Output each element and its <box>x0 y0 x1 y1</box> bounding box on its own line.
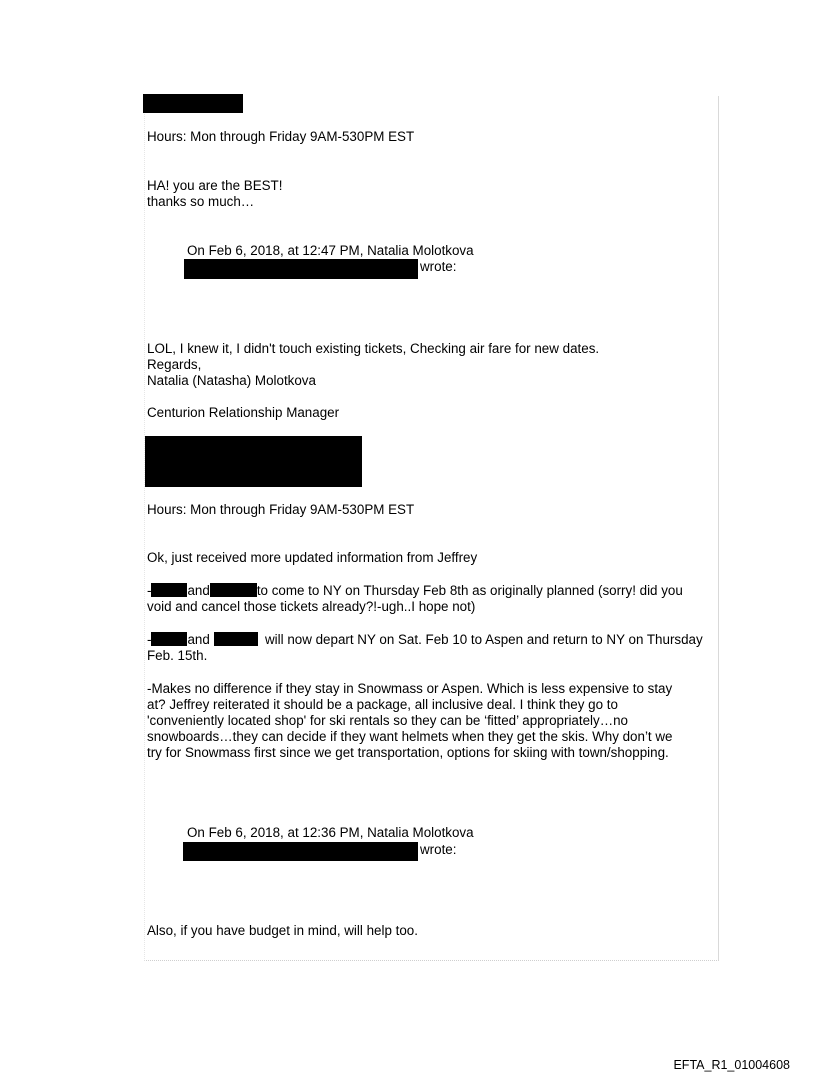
document-id: EFTA_R1_01004608 <box>673 1058 790 1072</box>
signature-name: Natalia (Natasha) Molotkova <box>147 373 316 388</box>
bullet-line <box>147 583 683 599</box>
reply-line: HA! you are the BEST! <box>147 178 283 193</box>
redaction-block <box>151 583 187 597</box>
signature-title: Centurion Relationship Manager <box>147 405 340 420</box>
paragraph-line: try for Snowmass first since we get transportation, options for skiing with town/shopping. <box>147 745 669 760</box>
bullet-line <box>147 632 703 648</box>
reply-line: thanks so much… <box>147 194 255 209</box>
hours-text: Hours: Mon through Friday 9AM-530PM EST <box>147 129 415 144</box>
paragraph-line: 'conveniently located shop' for ski rentals so they can be ‘fitted’ appropriately…no <box>147 713 628 728</box>
bullet-line: Feb. 15th. <box>147 648 208 663</box>
quote-header: On Feb 6, 2018, at 12:36 PM, Natalia Molotkova <box>187 825 474 840</box>
bullet-line: void and cancel those tickets already?!-ugh..I hope not) <box>147 599 476 614</box>
paragraph-line: -Makes no difference if they stay in Snowmass or Aspen. Which is less expensive to stay <box>147 681 673 696</box>
bullet-and: and <box>187 632 210 647</box>
redaction-block <box>183 842 418 861</box>
redaction-block <box>210 583 257 597</box>
quote-header: On Feb 6, 2018, at 12:47 PM, Natalia Molotkova <box>187 243 474 258</box>
paragraph-line: snowboards…they can decide if they want helmets when they get the skis. Why don’t we <box>147 729 673 744</box>
quote-wrote: wrote: <box>420 842 457 857</box>
bullet-text: to come to NY on Thursday Feb 8th as originally planned (sorry! did you <box>256 583 683 598</box>
bullet-dash: - <box>147 632 152 647</box>
message-line: Also, if you have budget in mind, will help too. <box>147 923 418 938</box>
hours-text: Hours: Mon through Friday 9AM-530PM EST <box>147 502 415 517</box>
bullet-text: will now depart NY on Sat. Feb 10 to Aspen and return to NY on Thursday <box>265 632 703 647</box>
paragraph-line: at? Jeffrey reiterated it should be a package, all inclusive deal. I think they go to <box>147 697 618 712</box>
redaction-block <box>145 436 362 487</box>
message-line: Ok, just received more updated information from Jeffrey <box>147 550 478 565</box>
redaction-block <box>214 632 258 646</box>
signature-regards: Regards, <box>147 357 202 372</box>
bullet-dash: - <box>147 583 152 598</box>
quote-wrote: wrote: <box>420 259 457 274</box>
redaction-block <box>184 259 418 279</box>
redaction-block <box>151 632 187 646</box>
redaction-block <box>143 94 243 113</box>
bullet-and: and <box>187 583 210 598</box>
message-line: LOL, I knew it, I didn't touch existing tickets, Checking air fare for new dates. <box>147 341 600 356</box>
